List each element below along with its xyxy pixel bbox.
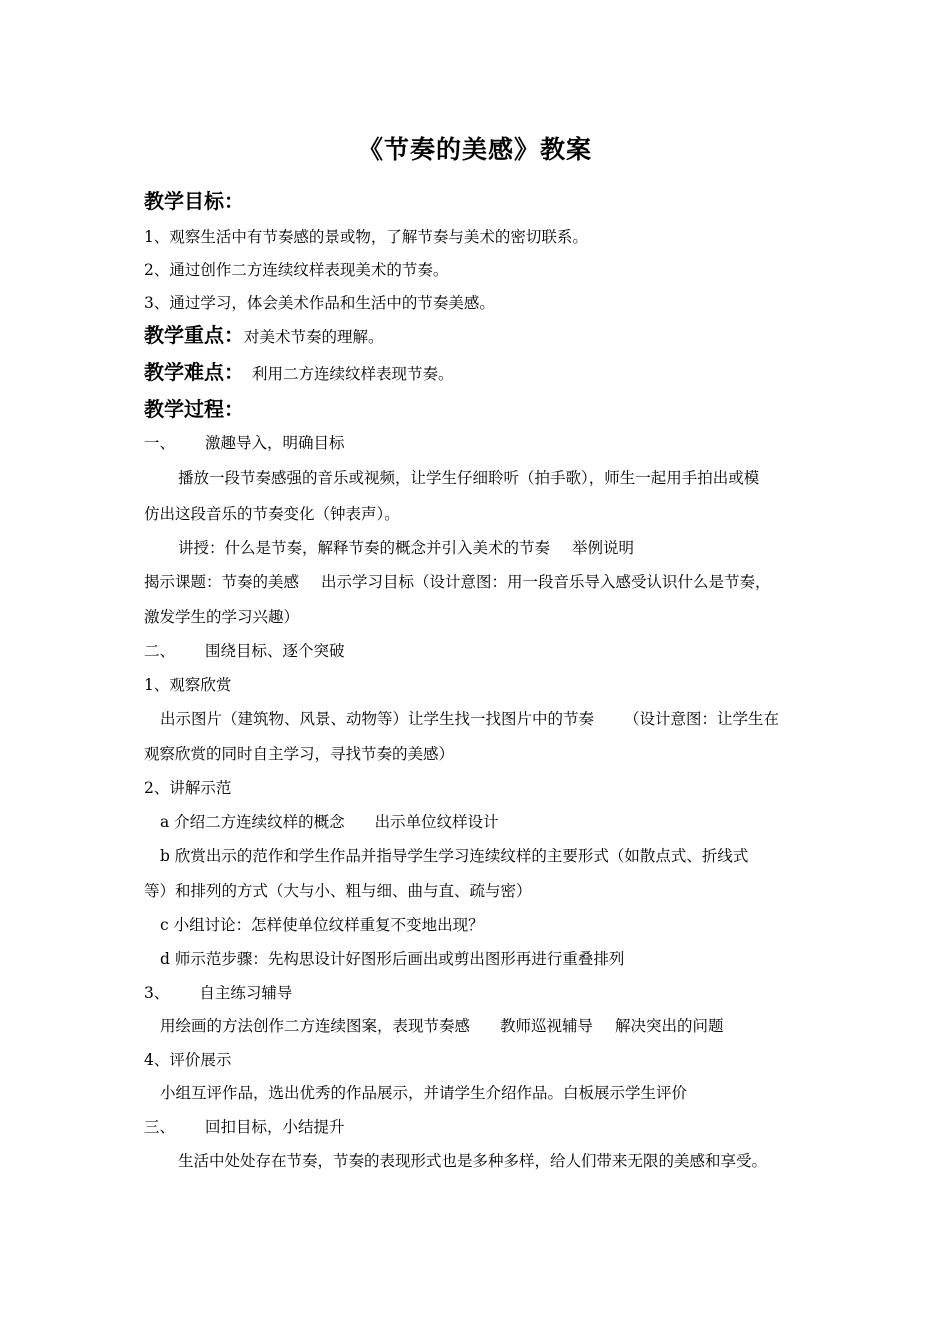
section1-para1-line2: 仿出这段音乐的节奏变化（钟表声）。 (144, 505, 400, 523)
section1-heading (144, 433, 345, 453)
step4-title: 4、评价展示 (144, 1051, 232, 1069)
section1-para3-line2: 激发学生的学习兴趣） (144, 608, 300, 626)
step1-title: 1、观察欣赏 (144, 676, 232, 694)
section3-heading (144, 1117, 345, 1137)
step3-part3: 解决突出的问题 (615, 1017, 724, 1035)
key-point-heading: 教学重点： (144, 323, 244, 347)
section3-text: 生活中处处存在节奏，节奏的表现形式也是多种多样，给人们带来无限的美感和享受。 (178, 1152, 768, 1170)
step1-part1: 出示图片（建筑物、风景、动物等）让学生找一找图片中的节奏 (160, 710, 595, 728)
step3-number: 3、 (144, 984, 170, 1002)
step3-title: 自主练习辅导 (199, 984, 293, 1002)
section3-title: 回扣目标，小结提升 (205, 1118, 345, 1136)
step2-d: d 师示范步骤：先构思设计好图形后画出或剪出图形再进行重叠排列 (160, 950, 625, 968)
section1-para2-part2: 举例说明 (572, 539, 635, 557)
section1-para3-part2: 出示学习目标（设计意图：用一段音乐导入感受认识什么是节奏， (321, 573, 771, 591)
objective-item-2: 2、通过创作二方连续纹样表现美术的节奏。 (144, 261, 449, 279)
section1-para3-part1: 揭示课题：节奏的美感 (144, 573, 300, 591)
step2-b-line2: 等）和排列的方式（大与小、粗与细、曲与直、疏与密） (144, 882, 532, 900)
page-title: 《节奏的美感》教案 (357, 135, 592, 164)
section1-number: 一、 (144, 434, 176, 452)
difficulty-text: 利用二方连续纹样表现节奏。 (252, 365, 454, 383)
objective-item-3: 3、通过学习，体会美术作品和生活中的节奏美感。 (144, 294, 495, 312)
step4-text: 小组互评作品，选出优秀的作品展示，并请学生介绍作品。白板展示学生评价 (160, 1084, 688, 1102)
difficulty-heading: 教学难点： (144, 360, 244, 384)
step3-text (160, 1016, 724, 1036)
section2-number: 二、 (144, 642, 176, 660)
step2-a-part1: a 介绍二方连续纹样的概念 (160, 813, 345, 831)
key-point (144, 322, 384, 350)
step2-b-line1: b 欣赏出示的范作和学生作品并指导学生学习连续纹样的主要形式（如散点式、折线式 (160, 847, 749, 865)
step3-part2: 教师巡视辅导 (500, 1017, 594, 1035)
section1-title: 激趣导入，明确目标 (205, 434, 345, 452)
step2-a-part2: 出示单位纹样设计 (374, 813, 499, 831)
difficulty (144, 359, 454, 387)
section1-para2 (178, 538, 634, 558)
step3-part1: 用绘画的方法创作二方连续图案，表现节奏感 (160, 1017, 471, 1035)
key-point-text: 对美术节奏的理解。 (244, 328, 384, 346)
process-heading: 教学过程： (144, 397, 244, 421)
step1-part2: （设计意图：让学生在 (624, 710, 780, 728)
objective-item-1: 1、观察生活中有节奏感的景或物，了解节奏与美术的密切联系。 (144, 228, 588, 246)
step3-heading (144, 983, 292, 1003)
section3-number: 三、 (144, 1118, 176, 1136)
step1-line2: 观察欣赏的同时自主学习，寻找节奏的美感） (144, 745, 455, 763)
section2-heading (144, 641, 345, 661)
step2-c: c 小组讨论：怎样使单位纹样重复不变地出现？ (160, 916, 484, 934)
step2-a (160, 812, 499, 832)
section1-para1-line1: 播放一段节奏感强的音乐或视频，让学生仔细聆听（拍手歌），师生一起用手拍出或模 (178, 469, 760, 487)
section2-title: 围绕目标、逐个突破 (205, 642, 345, 660)
section1-para3 (144, 572, 771, 592)
step2-title: 2、讲解示范 (144, 779, 232, 797)
objectives-heading: 教学目标： (144, 189, 244, 213)
section1-para2-part1: 讲授：什么是节奏，解释节奏的概念并引入美术的节奏 (178, 539, 551, 557)
step1-line1 (160, 709, 779, 729)
